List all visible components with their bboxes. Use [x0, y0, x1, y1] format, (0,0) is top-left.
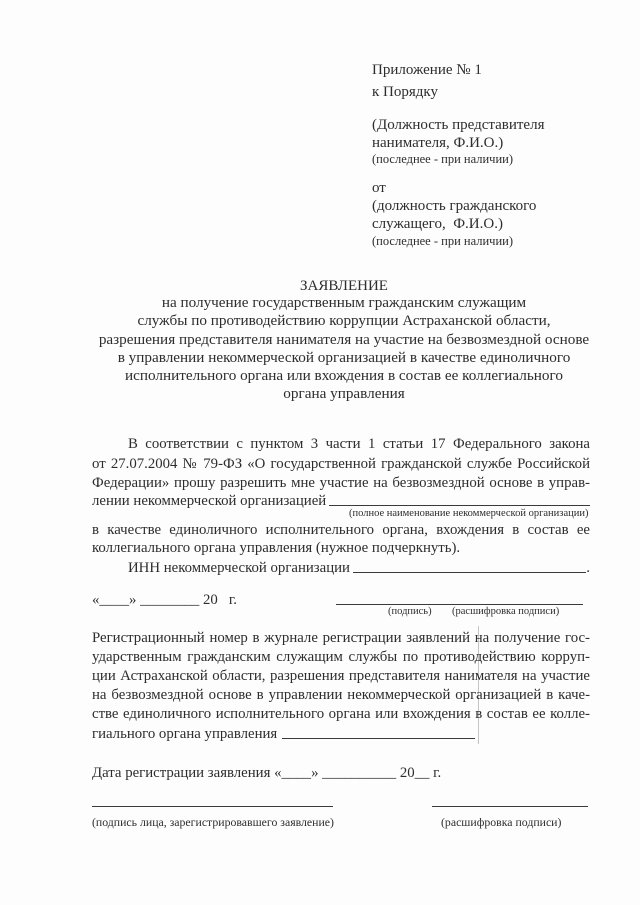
registration-line: ции Астраханской области, разрешения представителя нанимателя на участие — [92, 668, 590, 684]
inn-end-mark: . — [586, 560, 590, 576]
inn-field — [353, 559, 586, 573]
organization-label: лении некоммерческой организацией — [92, 493, 327, 509]
scan-fold-line — [478, 626, 479, 744]
organization-name-field — [329, 492, 590, 506]
statement-line: коллегиального органа управления (нужное подчеркнуть). — [92, 540, 461, 556]
title-subline: в управлении некоммерческой организацией в качестве единоличного — [117, 349, 571, 366]
appendix-reference: к Порядку — [372, 84, 438, 100]
registration-line: ударственным гражданским служащим службы по противодействию корруп- — [92, 649, 590, 665]
sender-line: (должность гражданского — [372, 198, 537, 214]
application-date: «____» ________ 20 г. — [92, 592, 237, 608]
sender-note: (последнее - при наличии) — [372, 234, 513, 248]
registration-number-row — [92, 725, 492, 743]
registrar-transcript-line — [432, 806, 588, 807]
registration-number-label: гиального органа управления — [92, 726, 278, 742]
statement-line: В соответствии с пунктом 3 части 1 статьи 17 Федерального закона — [128, 436, 590, 452]
signature-transcript-caption: (расшифровка подписи) — [452, 606, 560, 617]
organization-field-caption: (полное наименование некоммерческой организации) — [349, 508, 589, 519]
addressee-line: нанимателя, Ф.И.О.) — [372, 135, 504, 151]
applicant-signature-line — [336, 604, 583, 605]
appendix-number: Приложение № 1 — [372, 62, 482, 78]
inn-label: ИНН некоммерческой организации — [128, 560, 350, 576]
title-subline: органа управления — [283, 385, 405, 402]
title-subline: службы по противодействию коррупции Астраханской области, — [137, 312, 551, 329]
registration-line: на безвозмездной основе в управлении некоммерческой организацией в каче- — [92, 687, 590, 703]
registration-line: стве единоличного исполнительного органа или вхождения в состав ее колле- — [92, 706, 590, 722]
registrar-transcript-caption: (расшифровка подписи) — [441, 815, 562, 829]
registration-line: Регистрационный номер в журнале регистрации заявлений на получение гос- — [92, 630, 590, 646]
from-label: от — [372, 180, 386, 196]
signature-caption: (подпись) — [388, 606, 432, 617]
document-title: ЗАЯВЛЕНИЕ — [300, 278, 388, 294]
statement-line: от 27.07.2004 № 79-ФЗ «О государственной гражданской службе Российской — [92, 456, 590, 472]
registrar-signature-line — [92, 806, 333, 807]
statement-line: Федерации» прошу разрешить мне участие на безвозмездной основе в управ- — [92, 475, 590, 491]
title-subline: на получение государственным гражданским служащим — [161, 294, 527, 311]
inn-row — [128, 559, 590, 577]
statement-line: в качестве единоличного исполнительного органа, вхождения в состав ее — [92, 522, 590, 538]
registration-date: Дата регистрации заявления «____» __________ 20__ г. — [92, 765, 442, 781]
title-subline: разрешения представителя нанимателя на участие на безвозмездной основе — [98, 331, 590, 348]
addressee-line: (Должность представителя — [372, 117, 545, 133]
registrar-signature-caption: (подпись лица, зарегистрировавшего заявление) — [92, 815, 334, 829]
addressee-note: (последнее - при наличии) — [372, 152, 513, 166]
sender-line: служащего, Ф.И.О.) — [372, 216, 503, 232]
registration-number-field — [282, 725, 475, 739]
title-subline: исполнительного органа или вхождения в состав ее коллегиального — [125, 367, 563, 384]
